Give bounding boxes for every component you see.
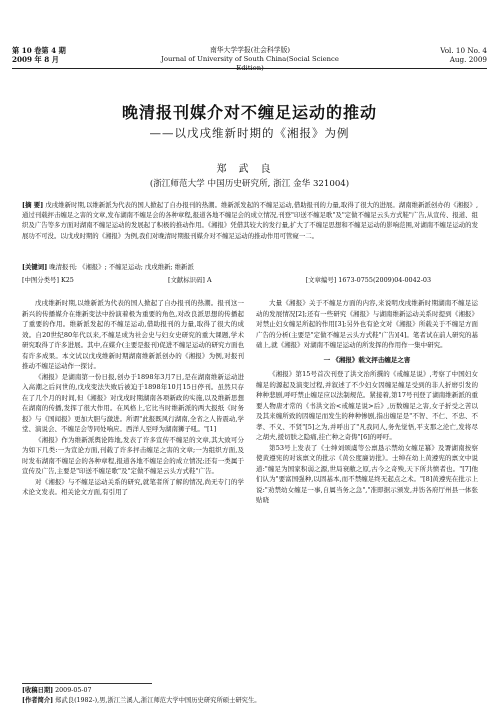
article-subtitle: ——以戊戌维新时期的《湘报》为例 <box>149 126 350 140</box>
header-date-en: Aug. 2009 <box>449 55 487 64</box>
journal-name-cn: 南华大学学报(社会科学版) <box>209 46 291 54</box>
author-affiliation: (浙江师范大学 中国历史研究所, 浙江 金华 321004) <box>149 179 350 189</box>
received-label: [收稿日期] <box>22 687 54 694</box>
body-paragraph: 《湘报》第15号首次刊登了洪文治所撰的《戒缠足说》,考察了中国妇女缠足的源起及演变过程,并叙述了不少妇女因缠足缠足受到的非人折磨引发的种种悲剧,呼吁禁止缠足应以法制规范。紧接着,第17号刊登了湖南维新派的重要人物唐才常的《书洪文治<戒缠足说>后》,历数缠足之害,女子折受之苦以及其来缠所致的因缠足而发生的种种惨剧,指出缠足是"不智、不仁、不忠、不孝、不义、不贤"[5]之为,并呼出了"凡我同人,务先觉悟,平支那之沦亡,发将尽之胡夫,援切肤之隐痛,挂亡种之奇俦"[6]的呼吁。 <box>256 370 478 441</box>
body-paragraph: 对《湘报》与不缠足运动关系的研究,就笔者所了解的情况,尚无专门的学术论文发表。相关论文方面,有引用了 <box>22 477 244 496</box>
article-author: 郑武良 <box>216 164 283 175</box>
keywords-text: 晚清报刊; 《湘报》; 不缠足运动; 戊戌维新; 维新派 <box>49 263 194 271</box>
body-paragraph: 大量《湘报》关于不缠足方面的内容,来说明戊戌维新时期湖南不缠足运动的发展情况[2];还有一些研究《湘报》与湖南维新运动关系时提到《湘报》对禁止妇女缠足所起的作用[3];另外也有论文对《湘报》所载关于不缠足方面广告的分析(主要是"定做不缠足云头方式鞋"广告)[4]。笔者试在前人研究的基础上,就《湘报》对湖南不缠足运动的所发挥的作用作一集中研究。 <box>256 299 478 349</box>
header-rule <box>12 68 487 69</box>
classification-line <box>22 276 478 285</box>
body-paragraph: 《湘报》是湖南第一份日报,创办于1898年3月7日,是在湖南维新运动进入高潮之后问世的,戊戌变法失败后被迫于1898年10月15日停刊。虽然只存在了几个月的时间,但《湘报》对戊戌时期湖南各项新政的实施,以及维新思想在湖南的传播,发挥了很大作用。在风格上,它比当时维新派的两大报纸《时务报》与《国闻报》更加大胆与激进。所谓"此报既风行湖南,全省之人皆震动,学堂、演说会、不缠足会等同处响应。西洋人至呼为湖南狮子吼。"[1] <box>22 372 244 433</box>
received-date <box>22 686 478 696</box>
journal-header <box>0 0 499 82</box>
body-column-left <box>22 298 244 498</box>
header-date-cn: 2009 年 8 月 <box>12 55 59 64</box>
abstract-label: [摘 要] <box>22 201 44 209</box>
footnote-rule <box>22 683 152 684</box>
author-bio-label: [作者简介] <box>22 696 54 704</box>
body-paragraph: 《湘报》作为维新派舆论阵地,发表了许多宣传不缠足的文章,其大致可分为如下几类:一为宣论方面,刊载了许多抨击缠足之害的文章;一为组织方面,及时发布湖南不缠足会的各种章程,报道各地不缠足会的成立情况;还有一类属于宣传及广告,主要是"印送不缠足歌"及"定做不缠足云头方式鞋"广告。 <box>22 435 244 475</box>
body-paragraph: 戊戌维新时期,以维新派为代表的国人掀起了自办报刊的热潮。报刊这一新兴的传播媒介在维新变法中扮演着极为重要的角色,对改良派思想的传播起了重要的作用。维新派发起的不缠足运动,借助报刊的力量,取得了很大的成效。自20世纪80年代以来,不缠足成为社会史与妇女史研究的重大课题,学术研究取得了许多进展。其中,在媒介(主要是报刊)促进不缠足运动的研究方面也有许多成果。本文试以戊戌维新时期湖南维新派创办的《湘报》为例,对报刊推动不缠足运动作一探讨。 <box>22 299 244 370</box>
received-value: 2009-05-07 <box>55 687 92 694</box>
article-title: 晚清报刊媒介对不缠足运动的推动 <box>121 103 377 122</box>
abstract <box>22 200 478 241</box>
header-vol-no-en: Vol. 10 No. 4 <box>440 46 487 55</box>
body-column-right <box>256 298 478 506</box>
document-code: [文献标识码] A <box>167 276 212 284</box>
body-paragraph: 第53号上发表了《士绅刘颂虞等公禀恳示禁幼女缠足纂》及署湖南按察使黄遵宪的对该禀文的批示《黄公度廉访批》。士绅在幼上黄遵宪的禀文中说道:"缠足为国家积弱之源,世局衰敝之原,古今之奇殃,天下所共愤者也。"[7]他们认为"要富国强种,以固基本,而不禁缠足终无起点之术。"[8]黄遵宪在批示上说:"劝禁幼女缠足一事,自属当务之急","准即据示颁发,并饬各府厅州县一体张贴晓 <box>256 443 478 504</box>
keywords-label: [关键词] <box>22 263 48 271</box>
journal-name-en: Journal of University of South China(Social Science Edition) <box>161 55 339 72</box>
author-bio <box>22 696 478 706</box>
section-heading: 一 《湘报》载文抨击缠足之害 <box>323 355 411 364</box>
abstract-text: 戊戌维新时期,以维新派为代表的国人掀起了自办报刊的热潮。维新派发起的不缠足运动,借助报刊的力量,取得了很大的进展。湖南维新派创办的《湘报》,通过刊载抨击缠足之害的文章,发布湖南不缠足会的各种章程,报道各地不缠足会的成立情况,刊登"印送不缠足歌"及"定做不缠足云头方式鞋"广告,从宣传、报道、组织及广告等多方面对湖南不缠足运动的发展起了积极的推动作用。《湘报》凭借其较大的发行量,扩大了不缠足思想和不缠足运动的影响范围,对湖南不缠足运动的发展功不可没。以戊戌时期的《湘报》为例,我们对晚清时期报刊媒介对不缠足运动的推动作用可管窥一二。 <box>22 201 478 240</box>
keywords <box>22 263 478 272</box>
article-number: [文章编号] 1673-0755(2009)04-0042-03 <box>305 276 432 284</box>
header-left <box>12 46 66 64</box>
header-volume-issue: 第 10 卷第 4 期 <box>12 46 66 55</box>
header-right <box>440 46 487 64</box>
clc-number: [中图分类号] K25 <box>22 276 74 284</box>
footnote <box>22 686 478 705</box>
author-bio-value: 郑武良(1982-),男,浙江兰溪人,浙江师范大学中国历史研究所硕士研究生。 <box>55 696 261 704</box>
